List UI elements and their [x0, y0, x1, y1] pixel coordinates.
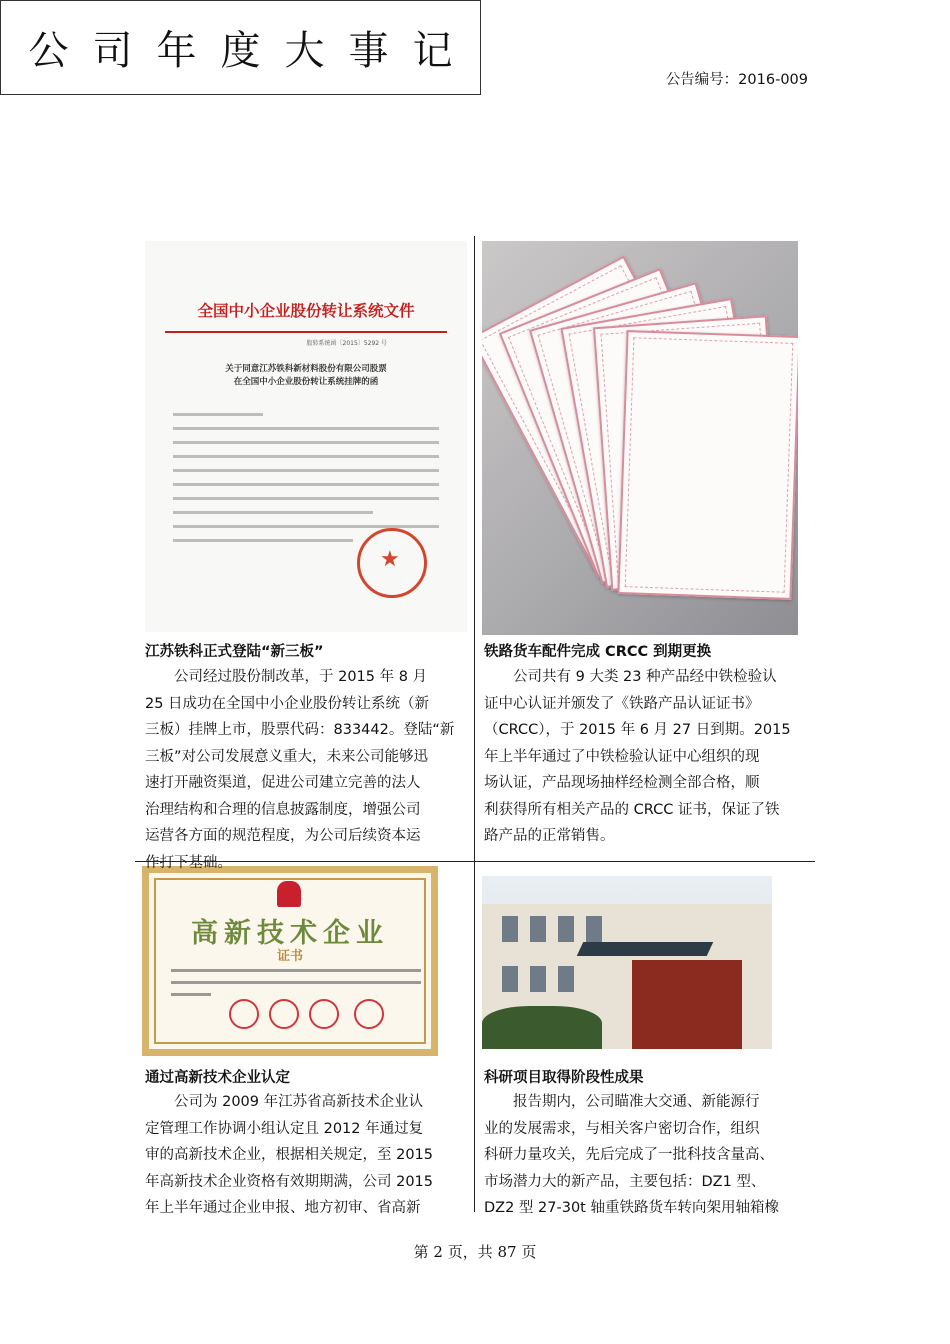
- doc-text-line: [173, 525, 439, 528]
- doc-rule: [165, 331, 447, 333]
- red-stamp-icon: [229, 999, 259, 1029]
- paragraph-line: 三板）挂牌上市，股票代码：833442。登陆“新: [145, 722, 455, 738]
- entrance-door: [632, 960, 742, 1049]
- section-heading: 江苏铁科正式登陆“新三板”: [145, 644, 324, 660]
- doc-text-line: [173, 469, 439, 472]
- paragraph-line: 报告期内，公司瞄准大交通、新能源行: [513, 1094, 760, 1110]
- window: [530, 966, 546, 992]
- certificate-field: [171, 969, 421, 972]
- section-paragraph: [484, 664, 806, 850]
- paragraph-line: 年上半年通过了中铁检验认证中心组织的现: [484, 748, 760, 765]
- certificate-field: [171, 981, 421, 984]
- page-number: 第 2 页，共 87 页: [413, 1243, 537, 1261]
- entrance-canopy: [577, 942, 714, 956]
- company-building-photo: [482, 876, 772, 1049]
- paragraph-line: 三板”对公司发展意义重大，未来公司能够迅: [145, 748, 429, 765]
- column-divider: [474, 236, 475, 1212]
- paragraph-line: 公司共有 9 大类 23 种产品经中铁检验认: [513, 669, 777, 685]
- paragraph-line: 公司经过股份制改革，于 2015 年 8 月: [174, 669, 428, 685]
- paragraph-line: 证中心认证并颁发了《铁路产品认证证书》: [484, 695, 760, 712]
- paragraph-line: 科研力量攻关，先后完成了一批科技含量高、: [484, 1147, 774, 1163]
- section-paragraph: [145, 664, 464, 876]
- window: [502, 916, 518, 942]
- paragraph-line: 25 日成功在全国中小企业股份转让系统（新: [145, 695, 430, 712]
- doc-text-line: [173, 413, 263, 416]
- doc-text-line: [173, 455, 439, 458]
- section-heading: 通过高新技术企业认定: [145, 1070, 290, 1086]
- certificate-sheet: [617, 330, 798, 600]
- page-title: 公司年度大事记: [28, 28, 477, 74]
- doc-text-line: [173, 483, 439, 486]
- paragraph-line: 作打下基础。: [145, 854, 232, 871]
- high-tech-certificate-image: [142, 866, 438, 1056]
- doc-number: 股转系统函〔2015〕5292 号: [306, 340, 387, 347]
- doc-subject-line-2: 在全国中小企业股份转让系统挂牌的函: [233, 377, 379, 387]
- page-title-box: [0, 0, 481, 95]
- paragraph-line: DZ2 型 27-30t 轴重铁路货车转向架用轴箱橡: [484, 1200, 779, 1216]
- paragraph-line: 场认证，产品现场抽样经检测全部合格，顺: [484, 775, 760, 791]
- paragraph-line: 治理结构和合理的信息披露制度，增强公司: [145, 801, 421, 818]
- doc-subject: [145, 363, 467, 389]
- paragraph-line: 审的高新技术企业，根据相关规定，至 2015: [145, 1147, 434, 1163]
- nequ-approval-document-image: [145, 241, 467, 632]
- certificate-field: [171, 993, 211, 996]
- shrubbery: [482, 1006, 602, 1049]
- window: [558, 966, 574, 992]
- crcc-certificates-image: [482, 241, 798, 635]
- certificate-title: 高新技术企业: [191, 918, 389, 949]
- doc-text-line: [173, 441, 439, 444]
- certificate-subtitle: 证书: [276, 949, 303, 964]
- paragraph-line: （CRCC），于 2015 年 6 月 27 日到期。2015: [484, 722, 791, 738]
- window: [530, 916, 546, 942]
- red-seal-icon: [357, 528, 427, 598]
- torch-logo-icon: [277, 881, 301, 907]
- doc-head: 全国中小企业股份转让系统文件: [197, 301, 415, 320]
- paragraph-line: 市场潜力大的新产品，主要包括：DZ1 型、: [484, 1173, 766, 1190]
- doc-text-line: [173, 511, 373, 514]
- paragraph-line: 速打开融资渠道，促进公司建立完善的法人: [145, 775, 421, 791]
- doc-subject-line-1: 关于同意江苏铁科新材料股份有限公司股票: [225, 364, 387, 374]
- doc-text-line: [173, 427, 439, 430]
- paragraph-line: 运营各方面的规范程度，为公司后续资本运: [145, 828, 421, 844]
- window: [502, 966, 518, 992]
- doc-text-line: [173, 497, 439, 500]
- section-heading: 科研项目取得阶段性成果: [484, 1070, 644, 1086]
- red-stamp-icon: [309, 999, 339, 1029]
- paragraph-line: 公司为 2009 年江苏省高新技术企业认: [174, 1094, 424, 1110]
- paragraph-line: 业的发展需求，与相关客户密切合作，组织: [484, 1120, 760, 1137]
- red-stamp-icon: [269, 999, 299, 1029]
- paragraph-line: 路产品的正常销售。: [484, 828, 615, 844]
- paragraph-line: 年上半年通过企业申报、地方初审、省高新: [145, 1200, 421, 1216]
- section-heading: 铁路货车配件完成 CRCC 到期更换: [484, 644, 712, 660]
- announcement-number: 公告编号：2016-009: [665, 72, 808, 88]
- doc-text-line: [173, 539, 353, 542]
- section-paragraph: [484, 1089, 806, 1222]
- paragraph-line: 年高新技术企业资格有效期期满，公司 2015: [145, 1173, 434, 1190]
- red-stamp-icon: [354, 999, 384, 1029]
- window: [586, 916, 602, 942]
- section-paragraph: [145, 1089, 464, 1222]
- paragraph-line: 定管理工作协调小组认定且 2012 年通过复: [145, 1120, 424, 1137]
- window: [558, 916, 574, 942]
- paragraph-line: 利获得所有相关产品的 CRCC 证书，保证了铁: [484, 801, 780, 818]
